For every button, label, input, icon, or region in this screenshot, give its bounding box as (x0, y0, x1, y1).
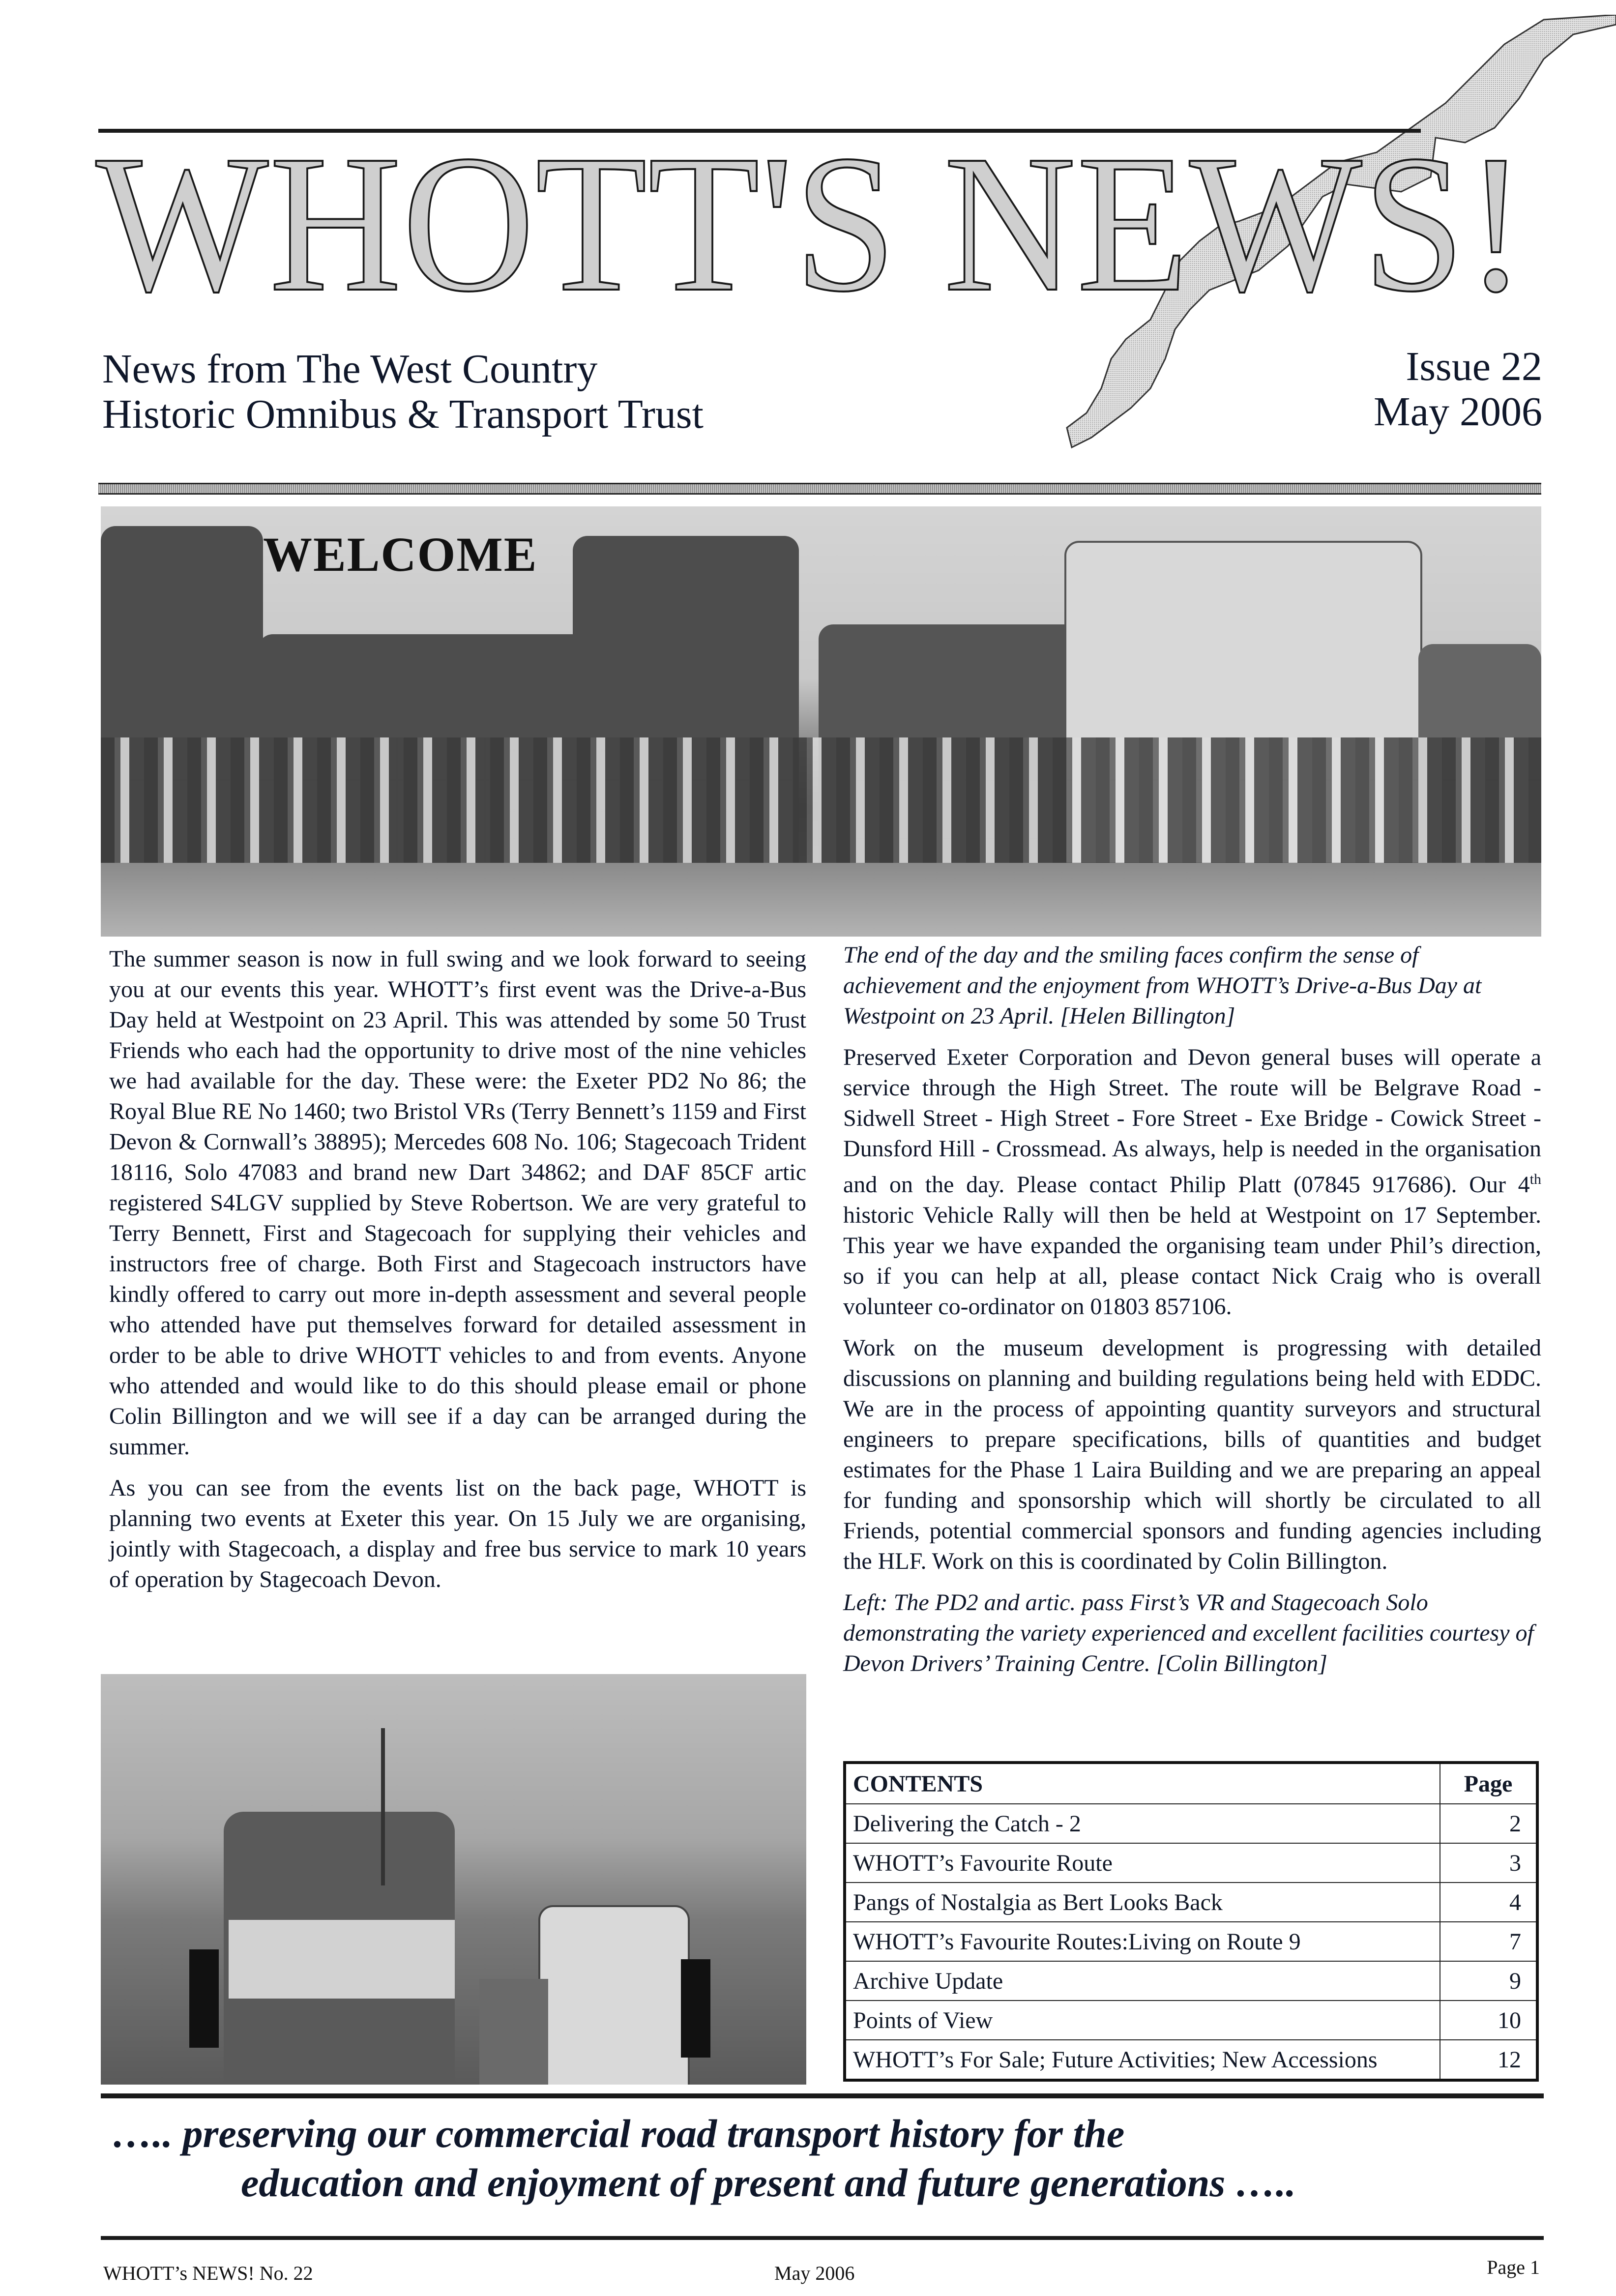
contents-item-title: WHOTT’s For Sale; Future Activities; New Accessions (845, 2040, 1440, 2080)
motto-top-rule (101, 2093, 1544, 2098)
contents-row[interactable] (845, 2001, 1537, 2040)
article-paragraph: As you can see from the events list on the back page, WHOTT is planning two events at Exeter this year. On 15 July we are organising, jointly with Stagecoach, a display and free bus service to mark 10 years of operation by Stagecoach Devon. (109, 1475, 806, 1592)
contents-item-title: WHOTT’s Favourite Routes:Living on Route 9 (845, 1922, 1440, 1961)
group-photo-welcome (101, 506, 1541, 937)
contents-row[interactable] (845, 2040, 1537, 2080)
bus-vr (538, 1905, 690, 2085)
motto-line-2: education and enjoyment of present and future generations ….. (241, 2160, 1296, 2205)
article-paragraph (843, 1042, 1541, 1322)
contents-row[interactable] (845, 1922, 1537, 1961)
issue-number: Issue 22 (1406, 344, 1542, 389)
contents-item-page: 10 (1440, 2001, 1537, 2040)
contents-item-title: WHOTT’s Favourite Route (845, 1843, 1440, 1883)
contents-row[interactable] (845, 1961, 1537, 2001)
contents-item-page: 12 (1440, 2040, 1537, 2080)
photo-buses-on-road (101, 1674, 806, 2085)
contents-header-row (845, 1763, 1537, 1804)
contents-item-page: 2 (1440, 1804, 1537, 1843)
traffic-light (681, 1959, 710, 2058)
photo-caption-top: The end of the day and the smiling faces confirm the sense of achievement and the enjoyment from WHOTT’s Drive-a-Bus Day at Westpoint on 23 April. [Helen Billington] (843, 942, 1482, 1029)
contents-row[interactable] (845, 1843, 1537, 1883)
masthead-subtitle (102, 347, 704, 437)
bus-pd2-band (229, 1920, 455, 1999)
article-left-column (109, 944, 806, 1606)
footer-date: May 2006 (774, 2262, 855, 2284)
traffic-light (189, 1949, 219, 2048)
paragraph-text: historic Vehicle Rally will then be held at Westpoint on 17 September. This year we have expanded the organising team under Phil’s direction, so if you can help at all, please contact Nick Craig who is overall volunteer co-ordinator on 01803 857106. (843, 1202, 1541, 1320)
article-right-column (843, 940, 1541, 1690)
photo-caption-bottom: Left: The PD2 and artic. pass First’s VR and Stagecoach Solo demonstrating the variety experienced and excellent facilities courtesy of Devon Drivers’ Training Centre. [Colin Billington] (843, 1590, 1534, 1677)
contents-header-page: Page (1440, 1763, 1537, 1804)
contents-item-page: 7 (1440, 1922, 1537, 1961)
group-of-people (101, 737, 1541, 865)
header-divider (98, 483, 1541, 495)
paragraph-text: Preserved Exeter Corporation and Devon general buses will operate a service through the High Street. The route will be Belgrave Road - Sidwell Street - High Street - Fore Street - Exe Bridge - Cowick Street - Dunsford Hill - Crossmead. As always, help is needed in the organisation and on the day. Please contact Philip Platt (07845 917686). Our 4 (843, 1044, 1541, 1198)
contents-table (843, 1761, 1539, 2082)
contents-item-title: Delivering the Catch - 2 (845, 1804, 1440, 1843)
contents-item-title: Archive Update (845, 1961, 1440, 2001)
footer-rule (101, 2236, 1544, 2240)
contents-row[interactable] (845, 1883, 1537, 1922)
subtitle-line-2: Historic Omnibus & Transport Trust (102, 391, 704, 437)
motto-line-1: ….. preserving our commercial road transport history for the (112, 2111, 1125, 2156)
welcome-heading: WELCOME (263, 527, 538, 582)
artic-lorry (479, 1979, 548, 2085)
article-paragraph: The summer season is now in full swing and we look forward to seeing you at our events this year. WHOTT’s first event was the Drive-a-Bus Day held at Westpoint on 23 April. This was attended by some 50 Trust Friends who each had the opportunity to drive most of the nine vehicles we had available for the day. These were: the Exeter PD2 No 86; the Royal Blue RE No 1460; two Bristol VRs (Terry Bennett’s 1159 and First Devon & Cornwall’s 38895); Mercedes 608 No. 106; Stagecoach Trident 18116, Solo 47083 and brand new Dart 34862; and DAF 85CF artic registered S4LGV supplied by Steve Robertson. We are very grateful to Terry Bennett, First and Stagecoach for supplying their vehicles and instructors free of charge. Both First and Stagecoach instructors have kindly offered to carry out more in-depth assessment and several people who attended have put themselves forward for detailed assessment in order to be able to drive WHOTT vehicles to and from events. Anyone who attended and would like to do this should please email or phone Colin Billington and we will see if a day can be arranged during the summer. (109, 946, 806, 1460)
issue-info (1374, 344, 1542, 435)
contents-item-title: Points of View (845, 2001, 1440, 2040)
masthead-title: WHOTT'S NEWS! (96, 115, 1528, 332)
contents-row[interactable] (845, 1804, 1537, 1843)
contents-item-page: 9 (1440, 1961, 1537, 2001)
issue-date: May 2006 (1374, 389, 1542, 435)
ordinal-suffix: th (1529, 1171, 1541, 1187)
article-paragraph: Work on the museum development is progressing with detailed discussions on planning and building regulations being held with EDDC. We are in the process of appointing quantity surveyors and structural engineers to prepare specifications, bills of quantities and budget estimates for the Phase 1 Laira Building and we are preparing an appeal for funding and sponsorship which will shortly be circulated to all Friends, potential commercial sponsors and funding agencies including the HLF. Work on this is coordinated by Colin Billington. (843, 1335, 1541, 1574)
subtitle-line-1: News from The West Country (102, 346, 598, 392)
footer-publication: WHOTT’s NEWS! No. 22 (103, 2262, 313, 2284)
contents-header-title: CONTENTS (845, 1763, 1440, 1804)
lamp-post (381, 1728, 385, 1885)
footer-page-number: Page 1 (1487, 2256, 1540, 2278)
contents-item-page: 4 (1440, 1883, 1537, 1922)
contents-item-page: 3 (1440, 1843, 1537, 1883)
contents-item-title: Pangs of Nostalgia as Bert Looks Back (845, 1883, 1440, 1922)
ground (101, 863, 1541, 937)
